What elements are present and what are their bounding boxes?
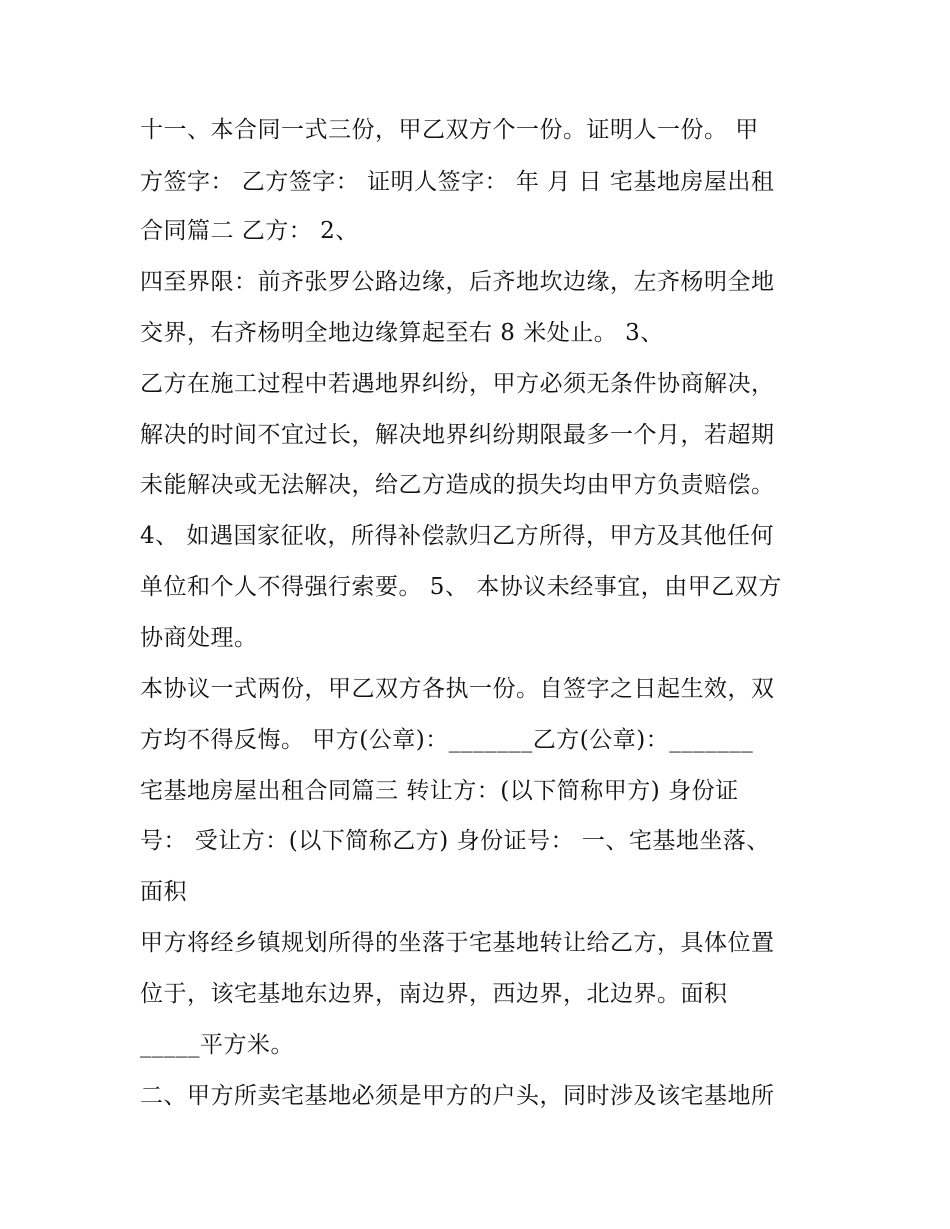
text-line: 十一、本合同一式三份，甲乙双方个一份。证明人一份。 甲 (140, 117, 759, 143)
text-line: 解决的时间不宜过长，解决地界纠纷期限最多一个月，若超期 (140, 422, 775, 448)
text-line: 单位和个人不得强行索要。 5、 本协议未经事宜，由甲乙双方 (140, 574, 782, 600)
text-line: 二、甲方所卖宅基地必须是甲方的户头，同时涉及该宅基地所 (140, 1083, 775, 1109)
text-line: 4、 如遇国家征收，所得补偿款归乙方所得，甲方及其他任何 (140, 523, 774, 549)
text-line: 合同篇二 乙方： 2、 (140, 218, 359, 244)
text-line: 协商处理。 (140, 625, 258, 651)
text-line: 乙方在施工过程中若遇地界纠纷，甲方必须无条件协商解决， (140, 371, 775, 397)
text-line: 未能解决或无法解决，给乙方造成的损失均由甲方负责赔偿。 (140, 472, 775, 498)
text-line: 号： 受让方：(以下简称乙方) 身份证号： 一、宅基地坐落、 (140, 828, 770, 854)
text-line: 面积 (140, 879, 187, 905)
text-line: 宅基地房屋出租合同篇三 转让方：(以下简称甲方) 身份证 (140, 778, 739, 804)
text-line: 交界，右齐杨明全地边缘算起至右 8 米处止。 3、 (140, 320, 664, 346)
text-line: 四至界限：前齐张罗公路边缘，后齐地坎边缘，左齐杨明全地 (140, 269, 775, 295)
text-line: 甲方将经乡镇规划所得的坐落于宅基地转让给乙方，具体位置 (140, 930, 775, 956)
text-line: 位于，该宅基地东边界，南边界，西边界，北边界。面积 (140, 981, 728, 1007)
text-line: _____平方米。 (140, 1032, 294, 1058)
text-line: 方签字： 乙方签字： 证明人签字： 年 月 日 宅基地房屋出租 (140, 169, 775, 195)
text-line: 本协议一式两份，甲乙双方各执一份。自签字之日起生效，双 (140, 676, 775, 702)
text-line: 方均不得反悔。 甲方(公章)：_______乙方(公章)：_______ (140, 727, 754, 753)
